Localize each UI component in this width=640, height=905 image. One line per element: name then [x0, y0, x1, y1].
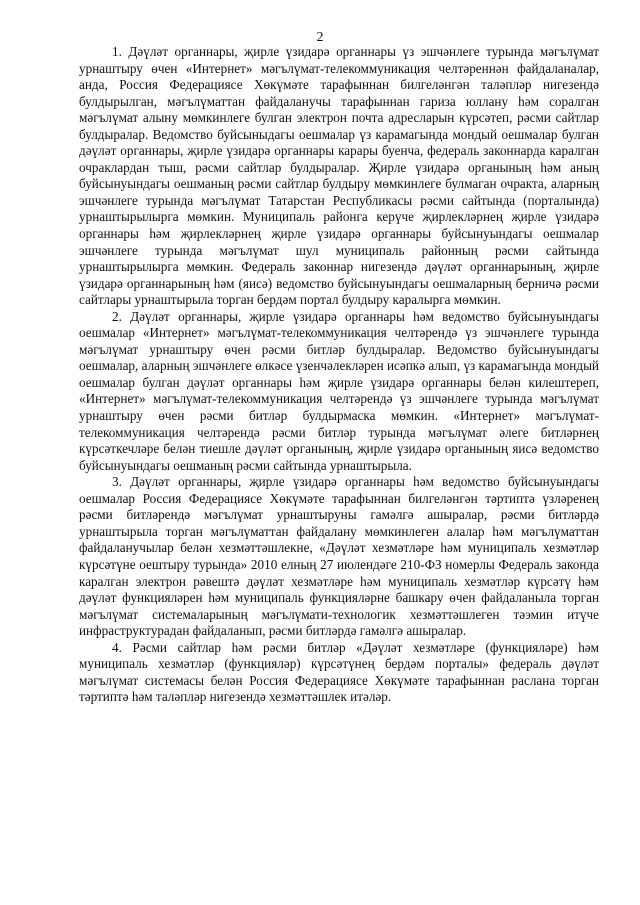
- page-number: 2: [316, 30, 324, 45]
- paragraph-2: 2. Дәүләт органнары, җирле үзидарә органнары һәм ведомство буйсынуындагы оешмалар «Интернет» мәгълүмат-телекоммуникация челтәрендә үз эшчәнлеге турында мәгълүмат урнаштыру өчен рәсми битләр булдыралар. Ведомство буйсынуындагы оешмалар, аларның эшчәнлеге өлкәсе үзенчәлекләрен исәпкә алып, үз карамагында мондый оешмалар булган дәүләт органнары һәм җирле үзидарә органнары белән килештереп, «Интернет» мәгълүмат-телекоммуникация челтәрендә үз эшчәнлеге турында мәгълүмат урнаштыру өчен рәсми битләр булдырмаска мөмкин. «Интернет» мәгълүмат-телекоммуникация челтәрендә рәсми битләр турында мәгълүмат әлеге битләрнең күрсәткечләре белән тиешле дәүләт органының, җирле үзидарә органының яисә ведомство буйсынуындагы оешманың рәсми сайтында урнаштырыла.: [79, 308, 599, 473]
- paragraph-4: 4. Рәсми сайтлар һәм рәсми битләр «Дәүләт хезмәтләре (функцияләре) һәм муниципаль хезмәтләр (функцияләр) күрсәтүнең бердәм порталы» федераль дәүләт мәгълүмат системасы белән Россия Федерациясе Хөкүмәте тарафыннан раслана торган тәртиптә һәм таләпләр нигезендә хезмәттәшлек итәләр.: [79, 639, 599, 705]
- paragraph-1: 1. Дәүләт органнары, җирле үзидарә органнары үз эшчәнлеге турында мәгълүмат урнаштыру өчен «Интернет» мәгълүмат-телекоммуникация челтәреннән файдаланалар, анда, Россия Федерациясе Хөкүмәте тарафыннан билгеләнгән таләпләр нигезендә булдырылган, мәгълүматтан файдаланучы тарафыннан гариза юллану һәм соралган мәгълүмат алыну мөмкинлеге булган электрон почта адресларын күрсәтеп, рәсми сайтлар булдыралар. Ведомство буйсыныдагы оешмалар үз карамагында мондый оешмалар булган дәүләт органнары, җирле үзидарә органнары карары буенча, федераль законнарда каралган очраклардан тыш, рәсми сайтлар булдыралар. Җирле үзидарә органының һәм аның буйсынуындагы оешманың рәсми сайтлар булдыру мөмкинлеге булмаган очракта, аларның эшчәнлеге турында мәгълүмат Татарстан Республикасы рәсми сайтында (порталында) урнаштырылырга мөмкин. Муниципаль районга керүче җирлекләрнең җирле үзидарә органнары һәм җирлекләрнең җирле үзидарә органнары буйсынуындагы оешмалар эшчәнлеге турында мәгълүмат шул муниципаль районның рәсми сайтында урнаштырылырга мөмкин. Федераль законнар нигезендә дәүләт органнарының, җирле үзидарә органнарының һәм (яисә) ведомство буйсынуындагы оешмаларның берничә рәсми сайтлары урнаштырыла торган бердәм портал булдыру каралырга мөмкин.: [79, 44, 599, 308]
- paragraph-3: 3. Дәүләт органнары, җирле үзидарә органнары һәм ведомство буйсынуындагы оешмалар Россия Федерациясе Хөкүмәте тарафыннан билгеләнгән тәртиптә үзләренең рәсми битләрендә мәгълүмат урнаштыруны гамәлгә ашыралар, рәсми битләрдә урнаштырыла торган мәгълүматтан файдалану мөмкинлеген алалар һәм мәгълүматтан файдаланучылар белән хезмәттәшлекне, «Дәүләт хезмәтләре һәм муниципаль хезмәтләр күрсәтүне оештыру турында» 2010 елның 27 июлендәге 210-ФЗ номерлы Федераль законда каралган электрон рәвештә дәүләт хезмәтләре һәм муниципаль хезмәтләр күрсәтү һәм дәүләт функцияләрен һәм муниципаль функцияләрне башкару өчен файдаланыла торган мәгълүмат системаларының мәгълүмати-технологик хезмәттәшлеген тәэмин итүче инфраструктурадан файдаланып, рәсми битләрдә гамәлгә ашыралар.: [79, 474, 599, 639]
- document-body: [79, 44, 599, 706]
